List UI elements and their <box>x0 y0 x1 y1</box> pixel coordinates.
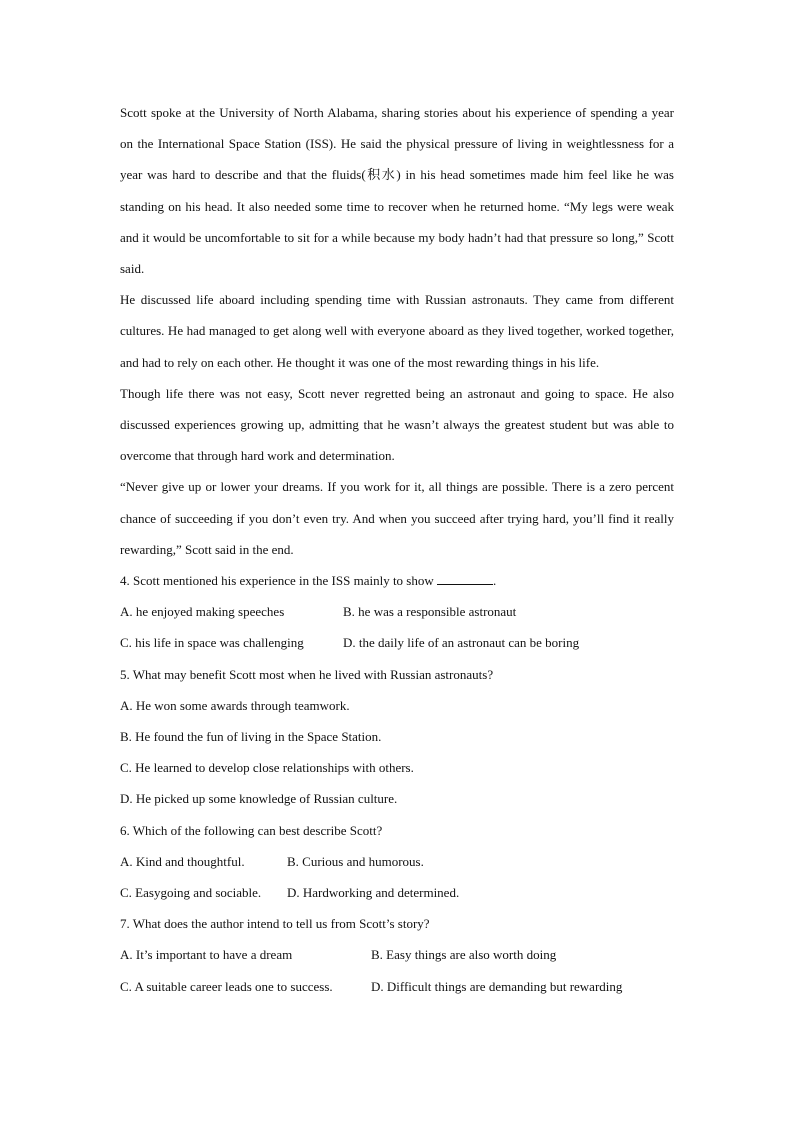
passage-paragraph-4: “Never give up or lower your dreams. If you work for it, all things are possible. There is a zero percent chance of succeeding if you don’t even try. And when you succeed after trying hard, you’ll find it really rewarding,” Scott said in the end. <box>120 479 674 557</box>
question-7-stem: 7. What does the author intend to tell us from Scott’s story? <box>120 916 430 932</box>
question-4-option-d: D. the daily life of an astronaut can be boring <box>343 635 580 651</box>
question-6-options-row-2 <box>120 877 674 908</box>
passage-paragraph-3: Though life there was not easy, Scott never regretted being an astronaut and going to space. He also discussed experiences growing up, admitting that he wasn’t always the greatest student but was able to overcome that through hard work and determination. <box>120 385 674 464</box>
question-7-option-c: C. A suitable career leads one to success. <box>120 978 333 994</box>
question-7-options-row-1 <box>120 939 674 970</box>
question-5-option-b: B. He found the fun of living in the Space Station. <box>120 729 382 745</box>
question-4-text: 4. Scott mentioned his experience in the ISS mainly to show <box>120 573 434 589</box>
question-5-option-c: C. He learned to develop close relationships with others. <box>120 760 414 776</box>
question-6-options-row-1 <box>120 846 674 877</box>
question-5-option-a: A. He won some awards through teamwork. <box>120 697 350 713</box>
passage-paragraph-1: Scott spoke at the University of North Alabama, sharing stories about his experience of spending a year on the International Space Station (ISS). He said the physical pressure of living in weightlessness for a year was hard to describe and that the fluids(积水) in his head sometimes made him feel like he was standing on his head. It also needed some time to recover when he returned home. “My legs were weak and it would be uncomfortable to sit for a while because my body hadn’t had that pressure so long,” Scott said. <box>120 105 674 277</box>
question-6-option-c: C. Easygoing and sociable. <box>120 885 262 901</box>
question-7-option-a: A. It’s important to have a dream <box>120 947 293 963</box>
question-4-options-row-2 <box>120 627 674 658</box>
passage-paragraph-2: He discussed life aboard including spending time with Russian astronauts. They came from different cultures. He had managed to get along well with everyone aboard as they lived together, worked together, and had to rely on each other. He thought it was one of the most rewarding things in his life. <box>120 292 674 370</box>
question-6-option-a: A. Kind and thoughtful. <box>120 853 245 869</box>
question-6-option-b: B. Curious and humorous. <box>287 853 424 869</box>
question-7-options-row-2 <box>120 971 674 1002</box>
question-4-option-a: A. he enjoyed making speeches <box>120 604 285 620</box>
question-7-option-d: D. Difficult things are demanding but rewarding <box>371 978 623 994</box>
question-6-option-d: D. Hardworking and determined. <box>287 885 460 901</box>
question-5-option-d: D. He picked up some knowledge of Russian culture. <box>120 791 398 807</box>
question-7-option-b: B. Easy things are also worth doing <box>371 947 557 963</box>
question-4-option-c: C. his life in space was challenging <box>120 635 304 651</box>
answer-blank <box>437 572 493 585</box>
question-6-stem: 6. Which of the following can best describe Scott? <box>120 822 383 838</box>
question-5-stem: 5. What may benefit Scott most when he lived with Russian astronauts? <box>120 666 494 682</box>
question-4-option-b: B. he was a responsible astronaut <box>343 604 517 620</box>
question-4-options-row-1 <box>120 596 674 627</box>
question-4-stem <box>120 565 674 596</box>
document-page <box>120 97 674 1002</box>
question-4-end: . <box>493 573 497 589</box>
